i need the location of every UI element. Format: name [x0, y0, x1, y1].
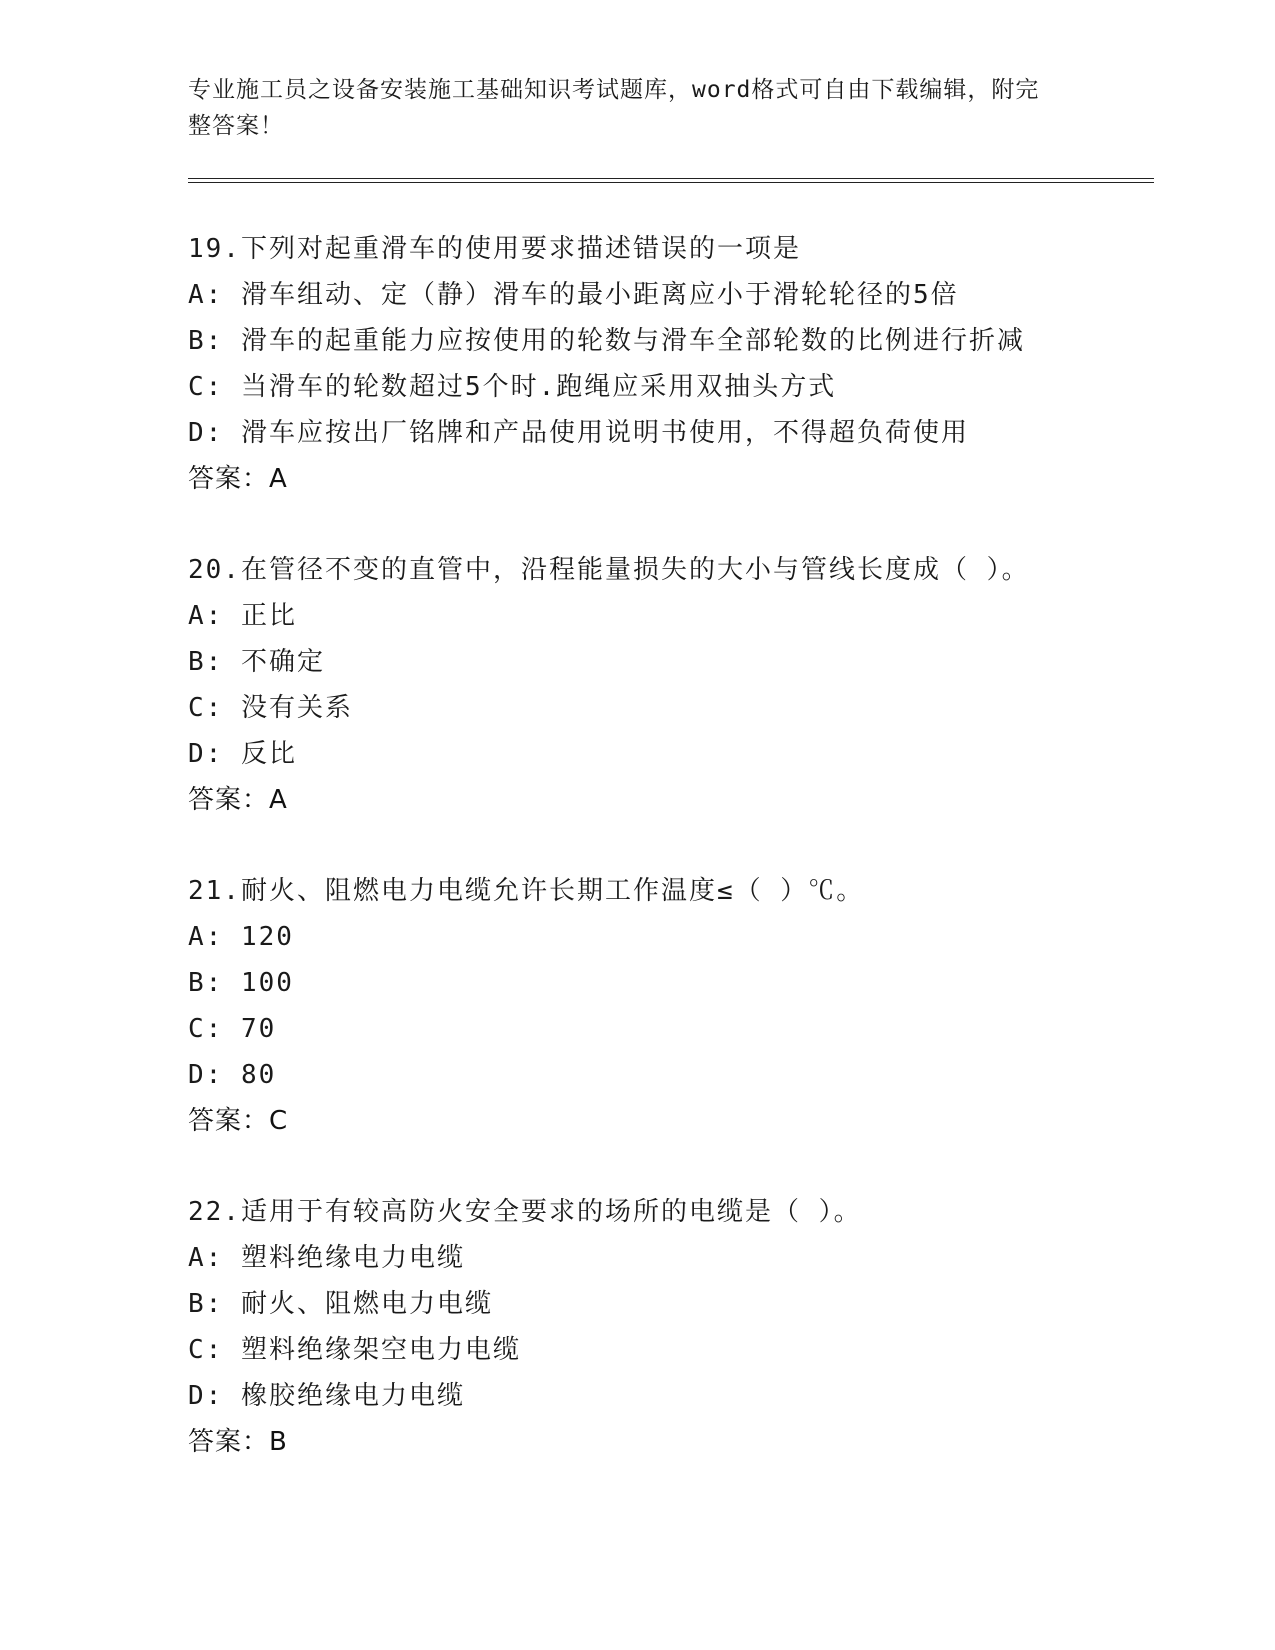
- option-b: B: 滑车的起重能力应按使用的轮数与滑车全部轮数的比例进行折减: [188, 326, 1025, 356]
- header-line-1: 专业施工员之设备安装施工基础知识考试题库，word格式可自由下载编辑，附完: [188, 77, 1040, 103]
- question-20: [188, 547, 1188, 823]
- question-21: [188, 868, 1188, 1144]
- answer: 答案：B: [188, 1427, 288, 1457]
- option-d: D: 反比: [188, 739, 297, 769]
- question-19: [188, 226, 1188, 502]
- option-c: C: 70: [188, 1014, 277, 1044]
- page-header: [188, 72, 1068, 144]
- question-stem: 22.适用于有较高防火安全要求的场所的电缆是（ ）。: [188, 1197, 862, 1227]
- option-b: B: 100: [188, 968, 294, 998]
- answer: 答案：A: [188, 785, 288, 815]
- question-stem: 20.在管径不变的直管中，沿程能量损失的大小与管线长度成（ ）。: [188, 555, 1030, 585]
- option-c: C: 塑料绝缘架空电力电缆: [188, 1335, 521, 1365]
- option-c: C: 没有关系: [188, 693, 353, 723]
- option-d: D: 80: [188, 1060, 277, 1090]
- question-22: [188, 1189, 1188, 1465]
- option-b: B: 不确定: [188, 647, 325, 677]
- option-a: A: 120: [188, 922, 294, 952]
- question-stem: 19.下列对起重滑车的使用要求描述错误的一项是: [188, 234, 801, 264]
- answer: 答案：C: [188, 1106, 289, 1136]
- header-line-2: 整答案！: [188, 113, 284, 139]
- answer: 答案：A: [188, 464, 288, 494]
- question-stem: 21.耐火、阻燃电力电缆允许长期工作温度≤（ ）℃。: [188, 876, 865, 906]
- option-b: B: 耐火、阻燃电力电缆: [188, 1289, 493, 1319]
- option-a: A: 塑料绝缘电力电缆: [188, 1243, 465, 1273]
- option-d: D: 滑车应按出厂铭牌和产品使用说明书使用，不得超负荷使用: [188, 418, 969, 448]
- option-a: A: 正比: [188, 601, 297, 631]
- option-c: C: 当滑车的轮数超过5个时.跑绳应采用双抽头方式: [188, 372, 837, 402]
- option-a: A: 滑车组动、定（静）滑车的最小距离应小于滑轮轮径的5倍: [188, 280, 959, 310]
- option-d: D: 橡胶绝缘电力电缆: [188, 1381, 465, 1411]
- header-divider: [188, 178, 1154, 183]
